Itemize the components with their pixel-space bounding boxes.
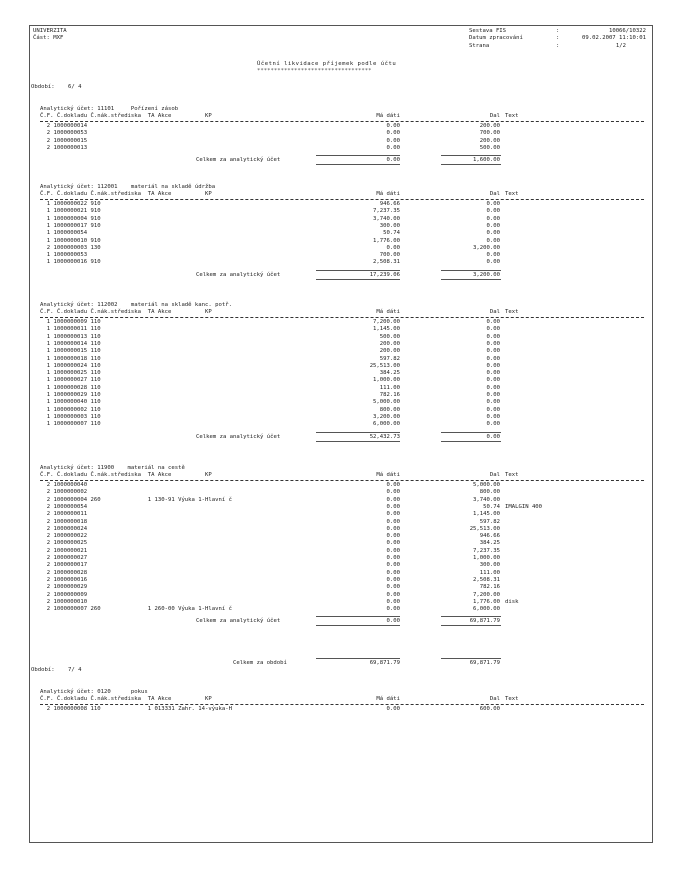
- row-md: 50.74: [383, 230, 400, 237]
- account-heading: Analytický účet: 0120 pokus: [40, 689, 148, 695]
- row-dal: 7,237.35: [473, 547, 500, 554]
- org-name: UNIVERZITA: [33, 28, 67, 34]
- row-dal: 0.00: [486, 333, 500, 340]
- row-md: 0.00: [386, 482, 400, 488]
- row-identifiers: 1 1000000024 110: [40, 362, 101, 369]
- row-dal: 1,000.00: [473, 555, 500, 561]
- column-header-dal: Dal: [489, 191, 500, 197]
- row-identifiers: 1 1000000003 110: [40, 413, 101, 420]
- period-label: Období: 7/ 4: [31, 667, 82, 673]
- row-md: 0.00: [386, 540, 400, 547]
- row-md: 0.00: [386, 525, 400, 532]
- subtotal-label: Celkem za analytický účet: [196, 433, 281, 440]
- row-identifiers: 2 1000000013: [40, 144, 88, 151]
- subtotal-underline: [316, 279, 400, 280]
- header-rule: [40, 317, 644, 318]
- subtotal-dal: 1,600.00: [473, 157, 500, 164]
- row-md: 782.16: [379, 392, 400, 398]
- row-dal: 384.25: [479, 540, 500, 547]
- row-identifiers: 2 1000000003 130: [40, 244, 101, 251]
- subtotal-underline: [441, 164, 501, 165]
- row-md: 5,000.00: [373, 399, 400, 406]
- row-dal: 0.00: [486, 399, 500, 406]
- subtotal-md: 0.00: [386, 618, 400, 625]
- row-md: 0.00: [386, 591, 400, 598]
- row-dal: 0.00: [486, 340, 500, 347]
- period-total-rule: [316, 658, 400, 659]
- row-dal: 0.00: [486, 421, 500, 428]
- row-dal: 0.00: [486, 348, 500, 355]
- account-heading: Analytický účet: 11900 materiál na cestě: [40, 465, 185, 471]
- row-dal: 597.82: [479, 518, 500, 525]
- row-identifiers: 2 1000000002: [40, 489, 88, 496]
- column-header-dal: Dal: [489, 113, 500, 119]
- row-md: 1,145.00: [373, 326, 400, 333]
- row-identifiers: 2 1000000008 110 1 013331 Zahr. 14-výuka-H: [40, 706, 232, 712]
- row-identifiers: 2 1000000022: [40, 533, 88, 540]
- column-header-md: Má dáti: [376, 472, 400, 478]
- row-identifiers: 1 1000000018 110: [40, 355, 101, 362]
- row-text: IMALGIN 400: [505, 503, 543, 510]
- account-heading: Analytický účet: 11101 Pořízení zásob: [40, 106, 179, 112]
- row-identifiers: 1 1000000040 110: [40, 399, 101, 406]
- period-total-rule: [441, 658, 501, 659]
- row-identifiers: 2 1000000018: [40, 518, 88, 525]
- row-identifiers: 1 1000000028 110: [40, 384, 101, 391]
- page-label: Strana: [469, 43, 490, 49]
- row-md: 7,237.35: [373, 208, 400, 215]
- row-dal: 1,145.00: [473, 511, 500, 518]
- subtotal-dal: 3,200.00: [473, 271, 500, 278]
- row-md: 700.00: [379, 252, 400, 259]
- row-dal: 0.00: [486, 259, 500, 266]
- column-headers: Č.F. Č.dokladu Č.nák.střediska TA Akce KP: [40, 472, 212, 478]
- processing-date-value: 09.02.2007 11:10:01: [582, 35, 646, 41]
- row-dal: 1,776.00: [473, 598, 500, 605]
- period-label: Období: 6/ 4: [31, 84, 82, 90]
- column-headers: Č.F. Č.dokladu Č.nák.střediska TA Akce KP: [40, 113, 212, 119]
- row-md: 0.00: [386, 496, 400, 503]
- row-identifiers: 1 1000000015 110: [40, 348, 101, 355]
- row-identifiers: 1 1000000011 110: [40, 326, 101, 333]
- subtotal-md: 52,432.73: [369, 433, 400, 440]
- column-header-text: Text: [505, 309, 519, 315]
- row-md: 3,200.00: [373, 413, 400, 420]
- column-header-dal: Dal: [489, 309, 500, 315]
- row-dal: 0.00: [486, 392, 500, 398]
- row-dal: 500.00: [479, 144, 500, 151]
- column-header-text: Text: [505, 113, 519, 119]
- row-md: 0.00: [386, 244, 400, 251]
- row-identifiers: 1 1000000016 910: [40, 259, 101, 266]
- subtotal-underline: [441, 279, 501, 280]
- row-identifiers: 2 1000000010: [40, 598, 88, 605]
- column-header-md: Má dáti: [376, 191, 400, 197]
- row-dal: 300.00: [479, 562, 500, 569]
- column-header-md: Má dáti: [376, 309, 400, 315]
- period-total-label: Celkem za období: [233, 660, 287, 666]
- row-md: 0.00: [386, 606, 400, 613]
- row-dal: 0.00: [486, 370, 500, 377]
- row-identifiers: 1 1000000002 110: [40, 406, 101, 413]
- row-identifiers: 1 1000000017 910: [40, 222, 101, 229]
- row-dal: 3,740.00: [473, 496, 500, 503]
- row-dal: 200.00: [479, 123, 500, 129]
- subtotal-rule: [441, 616, 501, 617]
- row-identifiers: 1 1000000025 110: [40, 370, 101, 377]
- row-identifiers: 2 1000000014: [40, 123, 88, 129]
- row-md: 597.82: [379, 355, 400, 362]
- row-identifiers: 1 1000000029 110: [40, 392, 101, 398]
- row-dal: 7,200.00: [473, 591, 500, 598]
- row-dal: 0.00: [486, 362, 500, 369]
- row-identifiers: 2 1000000027: [40, 555, 88, 561]
- column-headers: Č.F. Č.dokladu Č.nák.střediska TA Akce KP: [40, 696, 212, 702]
- row-identifiers: 2 1000000007 260 1 260-00 Výuka 1-Hlavní č: [40, 606, 232, 613]
- row-dal: 111.00: [479, 569, 500, 576]
- row-identifiers: 1 1000000054: [40, 230, 88, 237]
- row-md: 0.00: [386, 576, 400, 583]
- report-id-value: 10066/10322: [608, 28, 646, 34]
- row-md: 0.00: [386, 547, 400, 554]
- row-md: 0.00: [386, 584, 400, 591]
- row-identifiers: 2 1000000009: [40, 591, 88, 598]
- subtotal-dal: 69,871.79: [469, 618, 500, 625]
- row-identifiers: 1 1000000009 110: [40, 319, 101, 325]
- processing-date-label: Datum zpracování: [469, 35, 523, 41]
- row-md: 0.00: [386, 130, 400, 137]
- row-md: 0.00: [386, 511, 400, 518]
- row-identifiers: 1 1000000010 910: [40, 237, 101, 244]
- column-header-dal: Dal: [489, 472, 500, 478]
- row-md: 384.25: [379, 370, 400, 377]
- row-identifiers: 1 1000000021 910: [40, 208, 101, 215]
- column-header-text: Text: [505, 696, 519, 702]
- account-heading: Analytický účet: 112002 materiál na skladě kanc. potř.: [40, 302, 232, 308]
- header-rule: [40, 121, 644, 122]
- column-header-text: Text: [505, 472, 519, 478]
- row-dal: 5,000.00: [473, 482, 500, 488]
- row-identifiers: 2 1000000016: [40, 576, 88, 583]
- subtotal-rule: [316, 155, 400, 156]
- subtotal-rule: [441, 432, 501, 433]
- row-md: 0.00: [386, 137, 400, 144]
- page-number: 1/2: [615, 43, 626, 49]
- row-md: 0.00: [386, 518, 400, 525]
- row-identifiers: 2 1000000028: [40, 569, 88, 576]
- row-identifiers: 2 1000000004 260 1 130-91 Výuka 1-Hlavní č: [40, 496, 232, 503]
- row-dal: 0.00: [486, 319, 500, 325]
- row-dal: 50.74: [483, 503, 500, 510]
- row-md: 200.00: [379, 348, 400, 355]
- row-md: 0.00: [386, 598, 400, 605]
- row-md: 0.00: [386, 569, 400, 576]
- row-md: 800.00: [379, 406, 400, 413]
- subtotal-dal: 0.00: [486, 433, 500, 440]
- subtotal-underline: [441, 441, 501, 442]
- row-md: 1,776.00: [373, 237, 400, 244]
- header-rule: [40, 704, 644, 705]
- row-md: 6,000.00: [373, 421, 400, 428]
- column-headers: Č.F. Č.dokladu Č.nák.střediska TA Akce KP: [40, 191, 212, 197]
- report-title: Účetní likvidace příjemek podle účtu: [257, 61, 397, 67]
- row-dal: 200.00: [479, 137, 500, 144]
- row-md: 0.00: [386, 555, 400, 561]
- row-text: disk: [505, 598, 519, 605]
- column-header-dal: Dal: [489, 696, 500, 702]
- subtotal-underline: [441, 625, 501, 626]
- row-dal: 6,000.00: [473, 606, 500, 613]
- row-md: 0.00: [386, 533, 400, 540]
- row-dal: 782.16: [479, 584, 500, 591]
- subtotal-md: 0.00: [386, 157, 400, 164]
- row-dal: 0.00: [486, 252, 500, 259]
- row-identifiers: 1 1000000022 910: [40, 201, 101, 207]
- row-identifiers: 2 1000000054: [40, 503, 88, 510]
- row-dal: 0.00: [486, 326, 500, 333]
- subtotal-rule: [316, 432, 400, 433]
- subtotal-underline: [316, 164, 400, 165]
- row-identifiers: 2 1000000025: [40, 540, 88, 547]
- column-headers: Č.F. Č.dokladu Č.nák.střediska TA Akce KP: [40, 309, 212, 315]
- row-identifiers: 2 1000000053: [40, 130, 88, 137]
- column-header-text: Text: [505, 191, 519, 197]
- row-dal: 25,513.00: [469, 525, 500, 532]
- row-identifiers: 1 1000000053: [40, 252, 88, 259]
- subtotal-label: Celkem za analytický účet: [196, 157, 281, 164]
- row-dal: 0.00: [486, 413, 500, 420]
- processing-date-colon: :: [556, 35, 560, 41]
- row-identifiers: 2 1000000029: [40, 584, 88, 591]
- row-md: 3,740.00: [373, 215, 400, 222]
- row-dal: 700.00: [479, 130, 500, 137]
- row-dal: 0.00: [486, 230, 500, 237]
- row-identifiers: 2 1000000024: [40, 525, 88, 532]
- row-identifiers: 2 1000000011: [40, 511, 88, 518]
- row-md: 0.00: [386, 489, 400, 496]
- row-md: 0.00: [386, 144, 400, 151]
- header-rule: [40, 480, 644, 481]
- row-dal: 0.00: [486, 384, 500, 391]
- subtotal-underline: [316, 441, 400, 442]
- column-header-md: Má dáti: [376, 696, 400, 702]
- row-dal: 3,200.00: [473, 244, 500, 251]
- subtotal-rule: [316, 616, 400, 617]
- row-md: 111.00: [379, 384, 400, 391]
- row-md: 1,000.00: [373, 377, 400, 384]
- row-identifiers: 2 1000000015: [40, 137, 88, 144]
- row-dal: 0.00: [486, 208, 500, 215]
- title-underline: **********************************: [257, 68, 372, 74]
- row-md: 2,508.31: [373, 259, 400, 266]
- subtotal-label: Celkem za analytický účet: [196, 271, 281, 278]
- row-identifiers: 2 1000000017: [40, 562, 88, 569]
- subtotal-rule: [441, 270, 501, 271]
- subtotal-underline: [316, 625, 400, 626]
- row-identifiers: 2 1000000040: [40, 482, 88, 488]
- row-dal: 0.00: [486, 215, 500, 222]
- row-dal: 2,508.31: [473, 576, 500, 583]
- row-dal: 946.66: [479, 533, 500, 540]
- account-heading: Analytický účet: 112001 materiál na skladě údržba: [40, 184, 216, 190]
- row-identifiers: 2 1000000021: [40, 547, 88, 554]
- row-md: 946.66: [379, 201, 400, 207]
- subtotal-rule: [316, 270, 400, 271]
- header-rule: [40, 199, 644, 200]
- period-total-md: 69,871.79: [369, 660, 400, 666]
- row-identifiers: 1 1000000013 110: [40, 333, 101, 340]
- report-id-label: Sestava FIS: [469, 28, 507, 34]
- row-dal: 0.00: [486, 406, 500, 413]
- row-dal: 0.00: [486, 377, 500, 384]
- period-total-dal: 69,871.79: [469, 660, 500, 666]
- row-identifiers: 1 1000000004 910: [40, 215, 101, 222]
- subtotal-rule: [441, 155, 501, 156]
- row-identifiers: 1 1000000014 110: [40, 340, 101, 347]
- row-dal: 0.00: [486, 201, 500, 207]
- row-md: 0.00: [386, 123, 400, 129]
- row-dal: 600.00: [479, 706, 500, 712]
- row-identifiers: 1 1000000007 110: [40, 421, 101, 428]
- row-dal: 0.00: [486, 355, 500, 362]
- row-md: 0.00: [386, 562, 400, 569]
- subtotal-label: Celkem za analytický účet: [196, 618, 281, 625]
- row-dal: 0.00: [486, 222, 500, 229]
- subtotal-md: 17,239.06: [369, 271, 400, 278]
- row-dal: 800.00: [479, 489, 500, 496]
- row-identifiers: 1 1000000027 110: [40, 377, 101, 384]
- row-md: 0.00: [386, 706, 400, 712]
- row-md: 0.00: [386, 503, 400, 510]
- part-label: Část: MXF: [33, 35, 64, 41]
- row-md: 25,513.00: [369, 362, 400, 369]
- row-md: 500.00: [379, 333, 400, 340]
- row-md: 200.00: [379, 340, 400, 347]
- page-colon: :: [556, 43, 560, 49]
- report-id-colon: :: [556, 28, 560, 34]
- row-md: 7,200.00: [373, 319, 400, 325]
- row-md: 300.00: [379, 222, 400, 229]
- column-header-md: Má dáti: [376, 113, 400, 119]
- row-dal: 0.00: [486, 237, 500, 244]
